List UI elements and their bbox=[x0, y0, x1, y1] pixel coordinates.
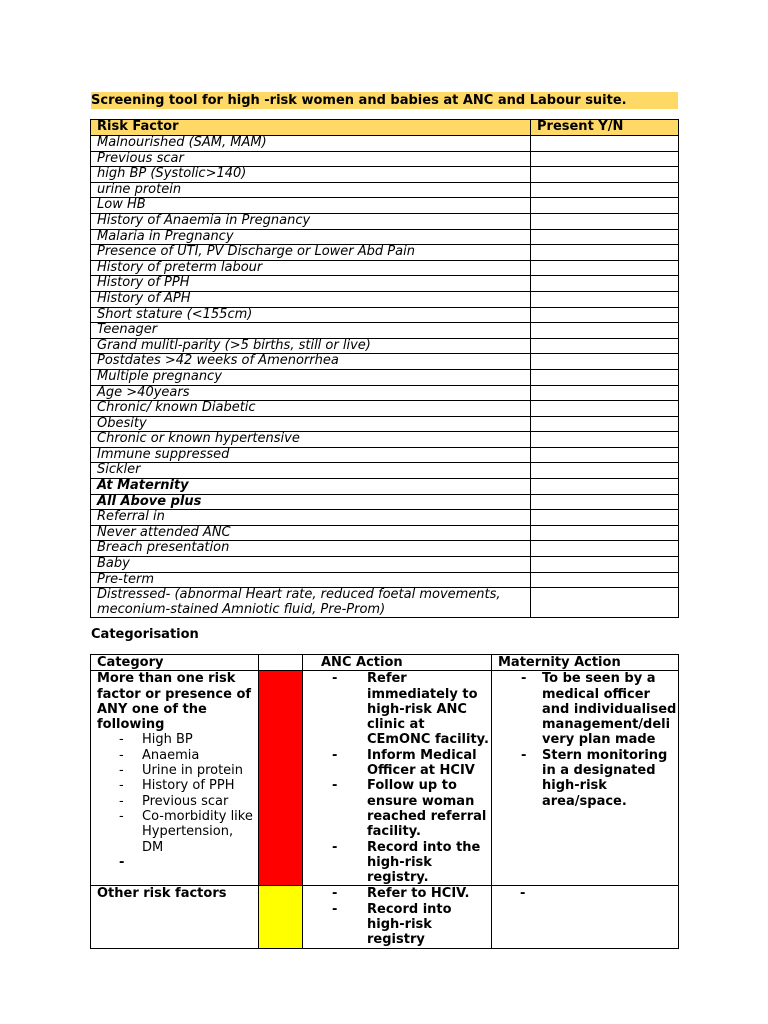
risk-table-row bbox=[91, 463, 679, 479]
risk-factor-cell: Multiple pregnancy bbox=[91, 369, 531, 385]
risk-table-row bbox=[91, 213, 679, 229]
present-cell[interactable] bbox=[531, 572, 679, 588]
risk-factor-cell: History of APH bbox=[91, 291, 531, 307]
risk-table-row bbox=[91, 525, 679, 541]
category-header: Category bbox=[91, 655, 259, 671]
risk-table-row bbox=[91, 291, 679, 307]
category-item: - Previous scar bbox=[97, 794, 258, 809]
present-cell[interactable] bbox=[531, 245, 679, 261]
anc-action-cell bbox=[303, 886, 492, 948]
categorisation-row bbox=[91, 886, 679, 948]
category-cell bbox=[91, 886, 259, 948]
risk-table-row bbox=[91, 338, 679, 354]
anc-action-header: ANC Action bbox=[303, 655, 492, 671]
risk-factor-cell: Postdates >42 weeks of Amenorrhea bbox=[91, 354, 531, 370]
risk-factor-cell: Pre-term bbox=[91, 572, 531, 588]
present-cell[interactable] bbox=[531, 291, 679, 307]
anc-action-list bbox=[309, 671, 491, 885]
risk-color-swatch bbox=[259, 671, 303, 886]
risk-table-row bbox=[91, 182, 679, 198]
risk-table-row bbox=[91, 369, 679, 385]
risk-table-row bbox=[91, 385, 679, 401]
anc-action-item: - Refer to HCIV. bbox=[309, 886, 491, 901]
present-cell[interactable] bbox=[531, 198, 679, 214]
risk-table-row bbox=[91, 229, 679, 245]
maternity-action-list bbox=[498, 671, 678, 809]
present-cell[interactable] bbox=[531, 385, 679, 401]
risk-factor-header: Risk Factor bbox=[91, 120, 531, 136]
present-cell[interactable] bbox=[531, 588, 679, 618]
present-cell[interactable] bbox=[531, 260, 679, 276]
risk-factor-cell: History of Anaemia in Pregnancy bbox=[91, 213, 531, 229]
risk-table-row bbox=[91, 260, 679, 276]
risk-factor-cell: Obesity bbox=[91, 416, 531, 432]
maternity-action-item: - To be seen by a medical officer and individualised management/deli very plan made bbox=[498, 671, 678, 747]
risk-table-row bbox=[91, 588, 679, 618]
risk-factor-cell: Presence of UTI, PV Discharge or Lower Abd Pain bbox=[91, 245, 531, 261]
present-cell[interactable] bbox=[531, 182, 679, 198]
risk-table-row bbox=[91, 557, 679, 573]
category-item: - History of PPH bbox=[97, 778, 258, 793]
present-cell[interactable] bbox=[531, 354, 679, 370]
risk-factor-cell: Malaria in Pregnancy bbox=[91, 229, 531, 245]
present-cell[interactable] bbox=[531, 401, 679, 417]
anc-action-item: - Record into the high-risk registry. bbox=[309, 840, 491, 886]
present-cell[interactable] bbox=[531, 463, 679, 479]
risk-factor-cell: high BP (Systolic>140) bbox=[91, 167, 531, 183]
risk-table-row bbox=[91, 510, 679, 526]
maternity-action-cell bbox=[492, 671, 679, 886]
present-cell[interactable] bbox=[531, 557, 679, 573]
anc-action-item: - Record into high-risk registry bbox=[309, 902, 491, 948]
category-cell bbox=[91, 671, 259, 886]
risk-table-header-row bbox=[91, 120, 679, 136]
present-cell[interactable] bbox=[531, 525, 679, 541]
risk-table-row bbox=[91, 432, 679, 448]
present-cell[interactable] bbox=[531, 510, 679, 526]
risk-table-row bbox=[91, 245, 679, 261]
category-item: - Anaemia bbox=[97, 748, 258, 763]
risk-table-row bbox=[91, 447, 679, 463]
categorisation-row bbox=[91, 671, 679, 886]
empty-list-item bbox=[498, 886, 678, 901]
risk-factor-table bbox=[90, 119, 679, 618]
risk-color-swatch bbox=[259, 886, 303, 948]
risk-factor-cell: All Above plus bbox=[91, 494, 531, 510]
risk-factor-cell: Chronic/ known Diabetic bbox=[91, 401, 531, 417]
maternity-action-header: Maternity Action bbox=[492, 655, 679, 671]
category-item: - Co-morbidity like Hypertension, DM bbox=[97, 809, 258, 855]
present-cell[interactable] bbox=[531, 447, 679, 463]
anc-action-item: - Follow up to ensure woman reached referral facility. bbox=[309, 778, 491, 839]
risk-factor-cell: Low HB bbox=[91, 198, 531, 214]
present-cell[interactable] bbox=[531, 494, 679, 510]
risk-factor-cell: Never attended ANC bbox=[91, 525, 531, 541]
risk-factor-cell: Teenager bbox=[91, 323, 531, 339]
risk-factor-cell: Referral in bbox=[91, 510, 531, 526]
category-intro: Other risk factors bbox=[97, 886, 227, 902]
risk-factor-cell: Immune suppressed bbox=[91, 447, 531, 463]
risk-factor-cell: Previous scar bbox=[91, 151, 531, 167]
risk-table-row bbox=[91, 572, 679, 588]
category-intro: More than one risk factor or presence of ANY one of the following bbox=[97, 671, 252, 733]
present-cell[interactable] bbox=[531, 416, 679, 432]
risk-factor-cell: Malnourished (SAM, MAM) bbox=[91, 136, 531, 152]
risk-table-row bbox=[91, 401, 679, 417]
risk-factor-cell: Chronic or known hypertensive bbox=[91, 432, 531, 448]
risk-table-row bbox=[91, 198, 679, 214]
categorisation-table bbox=[90, 654, 679, 949]
document-title: Screening tool for high -risk women and babies at ANC and Labour suite. bbox=[91, 92, 678, 109]
risk-table-row bbox=[91, 151, 679, 167]
color-header bbox=[259, 655, 303, 671]
risk-table-row bbox=[91, 323, 679, 339]
risk-table-row bbox=[91, 354, 679, 370]
risk-table-row bbox=[91, 307, 679, 323]
risk-factor-cell: urine protein bbox=[91, 182, 531, 198]
present-header: Present Y/N bbox=[531, 120, 679, 136]
risk-table-row bbox=[91, 494, 679, 510]
present-cell[interactable] bbox=[531, 323, 679, 339]
category-item: - Urine in protein bbox=[97, 763, 258, 778]
risk-table-row bbox=[91, 479, 679, 495]
present-cell[interactable] bbox=[531, 369, 679, 385]
present-cell[interactable] bbox=[531, 136, 679, 152]
risk-factor-cell: Age >40years bbox=[91, 385, 531, 401]
risk-table-row bbox=[91, 416, 679, 432]
categorisation-header-row bbox=[91, 655, 679, 671]
risk-table-row bbox=[91, 276, 679, 292]
risk-factor-cell: History of preterm labour bbox=[91, 260, 531, 276]
present-cell[interactable] bbox=[531, 213, 679, 229]
present-cell[interactable] bbox=[531, 479, 679, 495]
present-cell[interactable] bbox=[531, 338, 679, 354]
risk-table-row bbox=[91, 136, 679, 152]
risk-factor-cell: Distressed- (abnormal Heart rate, reduced foetal movements, meconium-stained Amniotic fluid, Pre-Prom) bbox=[91, 588, 531, 618]
risk-factor-cell: Sickler bbox=[91, 463, 531, 479]
risk-factor-cell: At Maternity bbox=[91, 479, 531, 495]
present-cell[interactable] bbox=[531, 229, 679, 245]
risk-factor-cell: Grand mulitl-parity (>5 births, still or live) bbox=[91, 338, 531, 354]
risk-table-row bbox=[91, 167, 679, 183]
anc-action-item: - Inform Medical Officer at HCIV bbox=[309, 748, 491, 779]
risk-table-row bbox=[91, 541, 679, 557]
risk-factor-cell: History of PPH bbox=[91, 276, 531, 292]
present-cell[interactable] bbox=[531, 432, 679, 448]
present-cell[interactable] bbox=[531, 151, 679, 167]
empty-list-item bbox=[97, 855, 258, 870]
maternity-action-cell bbox=[492, 886, 679, 948]
anc-action-list bbox=[309, 886, 491, 947]
present-cell[interactable] bbox=[531, 307, 679, 323]
risk-factor-cell: Breach presentation bbox=[91, 541, 531, 557]
maternity-action-item: - Stern monitoring in a designated high-risk area/space. bbox=[498, 748, 678, 809]
anc-action-cell bbox=[303, 671, 492, 886]
present-cell[interactable] bbox=[531, 276, 679, 292]
category-item-list bbox=[97, 732, 258, 854]
present-cell[interactable] bbox=[531, 167, 679, 183]
anc-action-item: - Refer immediately to high-risk ANC clinic at CEmONC facility. bbox=[309, 671, 491, 747]
risk-factor-cell: Short stature (<155cm) bbox=[91, 307, 531, 323]
category-item: - High BP bbox=[97, 732, 258, 747]
risk-factor-cell: Baby bbox=[91, 557, 531, 573]
present-cell[interactable] bbox=[531, 541, 679, 557]
categorisation-heading: Categorisation bbox=[91, 627, 199, 642]
